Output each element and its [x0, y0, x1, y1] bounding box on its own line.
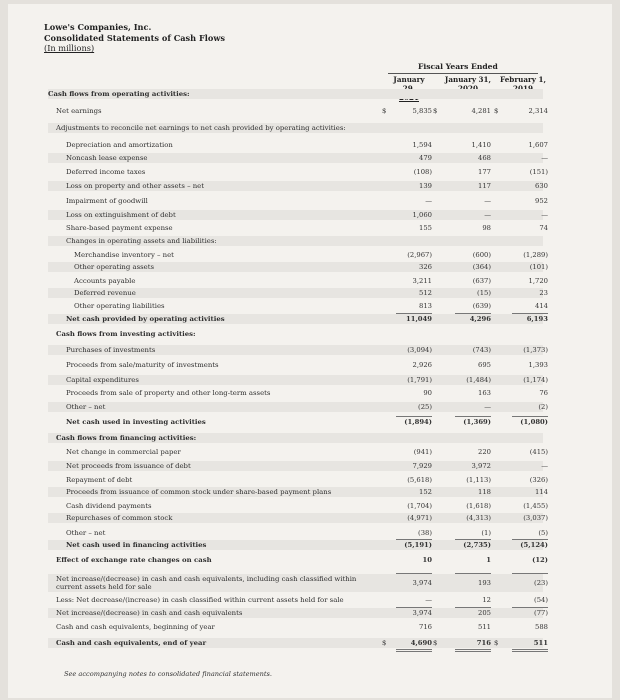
table-row: [8, 154, 612, 166]
cell-value: (1,369): [463, 418, 491, 426]
table-row: [8, 141, 612, 153]
currency-symbol: $: [494, 107, 499, 115]
row-label: Deferred revenue: [74, 289, 136, 297]
table-row: [8, 263, 612, 275]
total-rule: [396, 649, 432, 650]
row-label: Proceeds from issuance of common stock under share-based payment plans: [66, 488, 332, 496]
cell-value: 76: [539, 389, 548, 397]
statement-title: Consolidated Statements of Cash Flows: [44, 32, 225, 43]
subtotal-rule: [396, 607, 432, 608]
cell-value: (2): [538, 403, 548, 411]
total-rule: [512, 649, 548, 650]
row-label: Net cash used in financing activities: [66, 541, 207, 549]
subtotal-rule: [512, 313, 548, 314]
cell-value: 163: [478, 389, 491, 397]
cell-value: (5,124): [520, 541, 548, 549]
table-row: [8, 514, 612, 526]
cell-value: 74: [539, 224, 548, 232]
table-row: [8, 251, 612, 263]
row-label: Loss on property and other assets – net: [66, 182, 204, 190]
cell-value: 1,410: [471, 141, 491, 149]
cell-value: 1,607: [528, 141, 548, 149]
row-label: Merchandise inventory – net: [74, 251, 174, 259]
cell-value: 117: [478, 182, 491, 190]
row-label: Net cash used in investing activities: [66, 418, 206, 426]
cell-value: 177: [478, 168, 491, 176]
cell-value: 6,193: [526, 315, 548, 323]
row-label: Purchases of investments: [66, 346, 156, 354]
cell-value: (38): [418, 529, 432, 537]
row-label: Cash flows from operating activities:: [48, 90, 190, 98]
row-label: Loss on extinguishment of debt: [66, 211, 176, 219]
cell-value: 7,929: [412, 462, 432, 470]
cell-value: 114: [535, 488, 548, 496]
cell-value: (151): [529, 168, 548, 176]
table-row: [8, 361, 612, 373]
cell-value: (326): [529, 476, 548, 484]
cell-value: (1,289): [523, 251, 548, 259]
table-row: [8, 502, 612, 514]
cell-value: (5,618): [407, 476, 432, 484]
cell-value: 479: [419, 154, 432, 162]
row-label: Other – net: [66, 403, 106, 411]
row-label-continued: current assets held for sale: [56, 583, 152, 591]
cell-value: 813: [419, 302, 432, 310]
total-rule: [396, 651, 432, 652]
cell-value: —: [541, 462, 548, 470]
cell-value: 952: [535, 197, 548, 205]
row-label: Net increase/(decrease) in cash and cash equivalents: [56, 609, 243, 617]
table-row: [8, 289, 612, 301]
cell-value: (1,791): [407, 376, 432, 384]
table-row: [8, 90, 612, 102]
table-row: [8, 541, 612, 553]
row-label: Cash dividend payments: [66, 502, 152, 510]
cell-value: (1,894): [404, 418, 432, 426]
cell-value: (25): [418, 403, 432, 411]
row-label: Other – net: [66, 529, 106, 537]
total-rule: [455, 651, 491, 652]
cell-value: 4,281: [471, 107, 491, 115]
cell-value: (1,704): [407, 502, 432, 510]
cell-value: 1,594: [412, 141, 432, 149]
cell-value: (637): [472, 277, 491, 285]
cell-value: —: [541, 154, 548, 162]
cell-value: 1,393: [528, 361, 548, 369]
table-row: [8, 448, 612, 460]
cell-value: —: [484, 403, 491, 411]
subtotal-rule: [455, 313, 491, 314]
subtotal-rule: [455, 416, 491, 417]
row-label: Proceeds from sale/maturity of investments: [66, 361, 219, 369]
cell-value: —: [425, 596, 432, 604]
row-label: Other operating liabilities: [74, 302, 165, 310]
row-label: Net proceeds from issuance of debt: [66, 462, 191, 470]
subtotal-rule: [396, 416, 432, 417]
cell-value: 3,211: [412, 277, 432, 285]
table-row: [8, 211, 612, 223]
cell-value: (3,037): [523, 514, 548, 522]
cell-value: 193: [478, 579, 491, 587]
row-label: Deferred income taxes: [66, 168, 146, 176]
cell-value: (639): [472, 302, 491, 310]
row-label: Repurchases of common stock: [66, 514, 173, 522]
subtotal-rule: [512, 607, 548, 608]
total-rule: [455, 649, 491, 650]
units-note: (In millions): [44, 43, 95, 53]
cell-value: 23: [539, 289, 548, 297]
row-label: Capital expenditures: [66, 376, 139, 384]
row-label: Net cash provided by operating activities: [66, 315, 225, 323]
cell-value: 155: [419, 224, 432, 232]
currency-symbol: $: [433, 107, 438, 115]
cell-value: (415): [529, 448, 548, 456]
table-row: [8, 237, 612, 249]
cell-value: —: [484, 197, 491, 205]
cell-value: 511: [533, 639, 548, 647]
statement-page: [8, 4, 612, 698]
header-rule: [388, 73, 538, 74]
cell-value: —: [425, 197, 432, 205]
cell-value: (1,373): [523, 346, 548, 354]
cell-value: 10: [422, 556, 432, 564]
cell-value: —: [484, 211, 491, 219]
row-label: Less: Net decrease/(increase) in cash classified within current assets held for sale: [56, 596, 344, 604]
table-row: [8, 224, 612, 236]
cell-value: 716: [476, 639, 491, 647]
subtotal-rule: [455, 607, 491, 608]
cell-value: 3,972: [471, 462, 491, 470]
table-row: [8, 488, 612, 500]
table-row: [8, 403, 612, 415]
cell-value: (2,967): [407, 251, 432, 259]
subtotal-rule: [512, 416, 548, 417]
row-label: Net increase/(decrease) in cash and cash equivalents, including cash classified within: [56, 575, 357, 583]
cell-value: (3,094): [407, 346, 432, 354]
row-label: Adjustments to reconcile net earnings to net cash provided by operating activities:: [56, 124, 346, 132]
cell-value: (4,313): [466, 514, 491, 522]
cell-value: 1,720: [528, 277, 548, 285]
cell-value: 716: [419, 623, 432, 631]
cell-value: 220: [478, 448, 491, 456]
row-label: Depreciation and amortization: [66, 141, 173, 149]
row-label: Cash and cash equivalents, end of year: [56, 639, 207, 647]
cell-value: (15): [477, 289, 491, 297]
row-label: Cash flows from investing activities:: [56, 330, 196, 338]
cell-value: (101): [529, 263, 548, 271]
company-name: Lowe's Companies, Inc.: [44, 22, 152, 32]
cell-value: 1: [486, 556, 491, 564]
cell-value: 588: [535, 623, 548, 631]
cell-value: 695: [478, 361, 491, 369]
cell-value: 1,060: [412, 211, 432, 219]
cell-value: 4,296: [469, 315, 491, 323]
table-row: [8, 277, 612, 289]
subtotal-rule: [396, 313, 432, 314]
cell-value: (743): [472, 346, 491, 354]
cell-value: (1,174): [523, 376, 548, 384]
subtotal-rule: [455, 573, 491, 574]
row-label: Other operating assets: [74, 263, 155, 271]
row-label: Proceeds from sale of property and other long-term assets: [66, 389, 271, 397]
cell-value: (941): [413, 448, 432, 456]
cell-value: (2,735): [463, 541, 491, 549]
cell-value: (12): [532, 556, 548, 564]
table-row: [8, 462, 612, 474]
table-row: [8, 418, 612, 430]
table-row: [8, 556, 612, 568]
subtotal-rule: [512, 573, 548, 574]
cell-value: 414: [535, 302, 548, 310]
cell-value: 205: [478, 609, 491, 617]
table-row: [8, 389, 612, 401]
table-row: [8, 346, 612, 358]
subtotal-rule: [455, 539, 491, 540]
cell-value: —: [541, 211, 548, 219]
cell-value: (1,455): [523, 502, 548, 510]
cell-value: 512: [419, 289, 432, 297]
cell-value: 90: [423, 389, 432, 397]
cell-value: 3,974: [412, 579, 432, 587]
table-row: [8, 168, 612, 180]
cell-value: 3,974: [412, 609, 432, 617]
currency-symbol: $: [494, 639, 499, 647]
cell-value: 2,926: [412, 361, 432, 369]
cell-value: (77): [534, 609, 548, 617]
cell-value: 139: [419, 182, 432, 190]
cell-value: 11,049: [405, 315, 432, 323]
table-row: [8, 182, 612, 194]
column-date: January: [393, 75, 425, 84]
cell-value: 2,314: [528, 107, 548, 115]
cell-value: (1,080): [520, 418, 548, 426]
table-row: [8, 575, 612, 591]
row-label: Changes in operating assets and liabilities:: [66, 237, 217, 245]
subtotal-rule: [512, 539, 548, 540]
cell-value: (4,971): [407, 514, 432, 522]
row-label: Repayment of debt: [66, 476, 133, 484]
cell-value: 118: [478, 488, 491, 496]
cell-value: 5,835: [412, 107, 432, 115]
row-label: Share-based payment expense: [66, 224, 173, 232]
currency-symbol: $: [382, 107, 387, 115]
row-label: Cash and cash equivalents, beginning of year: [56, 623, 215, 631]
cell-value: 326: [419, 263, 432, 271]
column-date: February 1,: [500, 75, 546, 84]
fiscal-years-heading: Fiscal Years Ended: [418, 62, 498, 71]
cell-value: (54): [534, 596, 548, 604]
footer-note: See accompanying notes to consolidated financial statements.: [64, 670, 273, 678]
cell-value: 511: [478, 623, 491, 631]
cell-value: 98: [482, 224, 491, 232]
row-label: Net change in commercial paper: [66, 448, 181, 456]
row-label: Cash flows from financing activities:: [56, 434, 197, 442]
table-row: [8, 376, 612, 388]
table-row: [8, 197, 612, 209]
cell-value: (1,618): [466, 502, 491, 510]
subtotal-rule: [396, 539, 432, 540]
row-label: Impairment of goodwill: [66, 197, 148, 205]
total-rule: [512, 651, 548, 652]
cell-value: 152: [419, 488, 432, 496]
cell-value: 4,690: [410, 639, 432, 647]
table-row: [8, 315, 612, 327]
cell-value: (23): [534, 579, 548, 587]
cell-value: (1): [481, 529, 491, 537]
cell-value: (1,113): [466, 476, 491, 484]
cell-value: (5,191): [404, 541, 432, 549]
row-label: Noncash lease expense: [66, 154, 148, 162]
currency-symbol: $: [433, 639, 438, 647]
table-row: [8, 623, 612, 635]
cell-value: 630: [535, 182, 548, 190]
currency-symbol: $: [382, 639, 387, 647]
cell-value: (364): [472, 263, 491, 271]
table-row: [8, 476, 612, 488]
cell-value: (108): [413, 168, 432, 176]
table-row: [8, 434, 612, 446]
subtotal-rule: [396, 573, 432, 574]
cell-value: (1,484): [466, 376, 491, 384]
row-label: Accounts payable: [74, 277, 136, 285]
table-row: [8, 107, 612, 119]
row-label: Net earnings: [56, 107, 102, 115]
company-header: [44, 22, 225, 54]
table-row: [8, 124, 612, 136]
column-date: January 31,: [444, 75, 492, 84]
table-row: [8, 609, 612, 621]
cell-value: 468: [478, 154, 491, 162]
cell-value: (5): [538, 529, 548, 537]
cell-value: 12: [482, 596, 491, 604]
table-row: [8, 330, 612, 342]
cell-value: (600): [472, 251, 491, 259]
row-label: Effect of exchange rate changes on cash: [56, 556, 212, 564]
